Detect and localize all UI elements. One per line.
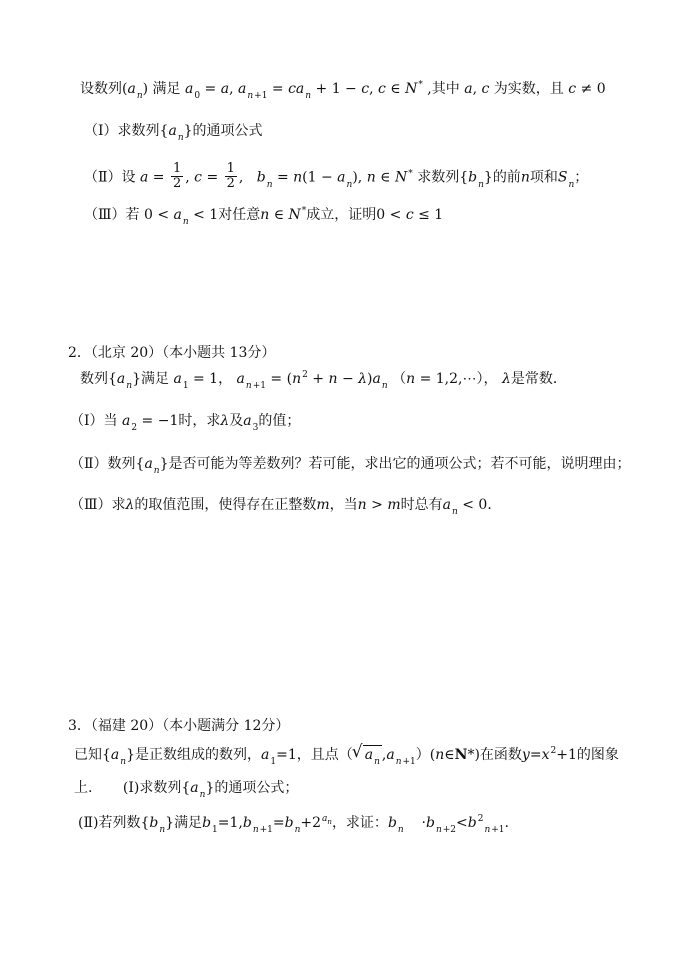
p1-q3-text-c: 成立，证明 xyxy=(306,207,377,223)
p3-l1-text-a: 已知 xyxy=(74,747,102,763)
p1-intro-text-c: ,其中 xyxy=(427,81,460,97)
p2-q1-text-b: 时，求 xyxy=(178,413,221,429)
p3-l3-text-b: 满足 xyxy=(174,815,203,831)
p2-question-1: （Ⅰ）当 $a_2 = -1$时，求λ及$a_3$的值； xyxy=(70,413,301,433)
p3-l3-text-d: · xyxy=(421,815,426,831)
p1-q2-text: （Ⅱ）设 xyxy=(84,169,136,186)
p1-q3-text: （Ⅲ）若 xyxy=(84,207,140,223)
p2-q2-text-b: 是否可能为等差数列？若可能，求出它的通项公式；若不可能，说明理由； xyxy=(168,456,631,472)
p2-intro-text-e: ）， xyxy=(476,371,498,387)
p2-header: 2．（北京 20）（本小题共 13分） xyxy=(68,345,276,361)
p2-intro-text-f: 是常数． xyxy=(510,371,567,387)
p2-question-3: （Ⅲ）求λ的取值范围，使得存在正整数m，当n > m时总有$a_n < 0$． xyxy=(70,497,502,517)
fraction-one-half: $\frac{1}{2}$ xyxy=(226,161,235,191)
p2-q3-text-c: ，当 xyxy=(329,497,358,513)
p1-intro-text-b: 满足 xyxy=(152,81,181,97)
p2-intro-text-b: 满足 xyxy=(141,371,169,387)
p3-l2-text-c: 的通项公式； xyxy=(214,780,299,796)
fraction-one-half: $\frac{1}{2}$ xyxy=(172,161,182,191)
p3-line-1: 已知$\{a_n\}$是正数组成的数列，$a_1=1$，且点（√ $a_n$ $,a_{n+1})(n\in N*)$在函数$y=x^2+1$的图象 xyxy=(74,745,619,766)
p2-q3-text: （Ⅲ）求 xyxy=(70,497,126,513)
p3-l2-text-b: (Ⅰ)求数列 xyxy=(122,780,182,796)
p3-l2-text-a: 上. xyxy=(74,780,93,796)
p3-line-3: (Ⅱ)若列数$\{b_n\}$满足$b_1=1,b_{n+1}=b_n+2^{a_n}$，求证：$b_n$ $\cdot b_{n+2}<b^2_{n+1}$. xyxy=(78,814,509,835)
p2-q1-text-d: 的值； xyxy=(258,413,301,429)
p1-q2-text-d: 项和 xyxy=(529,169,558,186)
p2-q2-text: （Ⅱ）数列 xyxy=(70,456,136,472)
p2-q3-text-b: 的取值范围，使得存在正整数 xyxy=(134,497,317,513)
p1-q1-text: （Ⅰ）求数列 xyxy=(84,123,160,139)
p1-intro-text-d: 为实数，且 xyxy=(493,81,564,97)
p1-q2-text-c: 的前 xyxy=(492,169,521,186)
p3-l1-text-f: 的图象 xyxy=(576,747,619,763)
p1-q3-text-b: 对任意 xyxy=(218,207,261,223)
p2-intro-text-d: （ xyxy=(392,371,407,387)
p3-l1-text-e: 在函数 xyxy=(479,747,522,763)
p1-q1-text-b: 的通项公式 xyxy=(192,123,263,139)
p2-intro-text-a: 数列 xyxy=(80,371,108,387)
p3-l1-text-d: ） xyxy=(415,747,430,763)
p1-intro: 设数列$(a_n)$ 满足 $a_0 = a$, $a_{n+1} = ca_n + 1 - c$, c ∈ N* ,其中 a, c 为实数，且 c ≠ 0 xyxy=(80,80,606,101)
p1-question-2: （Ⅱ）设 a = $\frac{1}{2}$ , c = $\frac{1}{2}$ , $b_n = n(1 - a_n)$, n ∈ N* 求数列$\{b_n\}$的前n项和$S_n$； xyxy=(84,161,589,191)
p1-question-3: （Ⅲ）若 $0 < a_n < 1$对任意n ∈ N*成立，证明0 < c ≤ 1 xyxy=(84,206,444,227)
p3-line-2: 上. (Ⅰ)求数列$\{a_n\}$的通项公式； xyxy=(74,780,299,800)
p2-q1-text: （Ⅰ）当 xyxy=(70,413,118,429)
sqrt-radical: √ $a_n$ xyxy=(363,745,382,766)
p3-l1-text-b: 是正数组成的数列， xyxy=(135,747,261,763)
p2-q3-text-d: 时总有 xyxy=(400,497,443,513)
p2-q3-text-e: ． xyxy=(487,497,502,513)
p1-q2-text-e: ； xyxy=(574,169,589,186)
p3-header: 3．（福建 20）（本小题满分 12分） xyxy=(68,718,290,734)
p3-l1-text-c: ，且点（ xyxy=(296,747,353,763)
p1-q2-text-b: 求数列 xyxy=(417,169,460,186)
p3-l3-text-a: (Ⅱ)若列数 xyxy=(78,815,141,831)
p2-intro: 数列$\{a_n\}$满足 $a_1 = 1$， $a_{n+1} = (n^2 + n - \lambda)a_n$ （n = 1,2,⋯）， λ是常数． xyxy=(80,370,567,391)
p2-intro-text-c: ， xyxy=(218,371,233,387)
p3-l3-text-c: ，求证： xyxy=(331,815,388,831)
p2-question-2: （Ⅱ）数列$\{a_n\}$是否可能为等差数列？若可能，求出它的通项公式；若不可能，说明理由； xyxy=(70,456,631,476)
p1-question-1: （Ⅰ）求数列$\{a_n\}$的通项公式 xyxy=(84,123,263,143)
p2-q1-text-c: 及 xyxy=(229,413,244,429)
p1-intro-text-a: 设数列 xyxy=(80,81,122,97)
